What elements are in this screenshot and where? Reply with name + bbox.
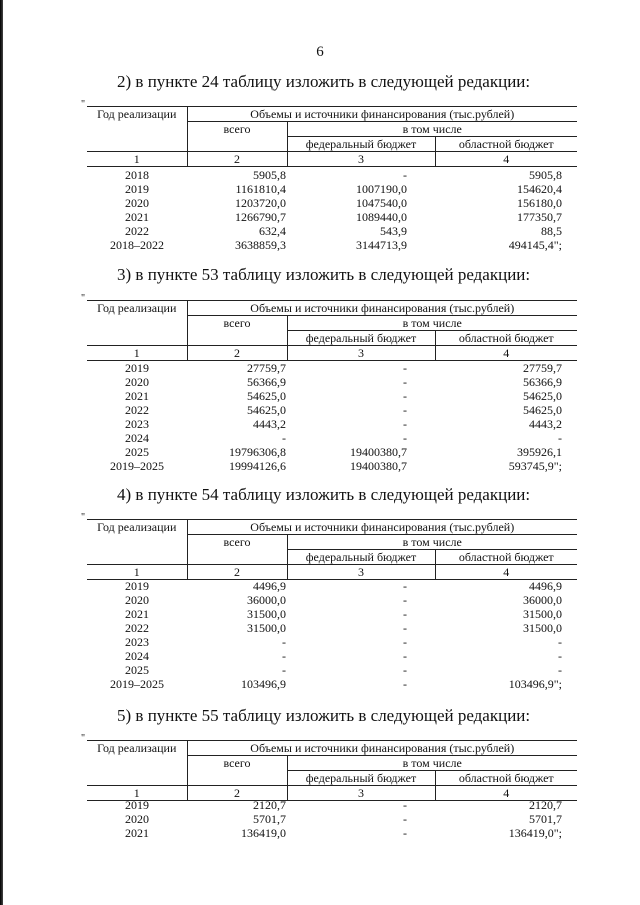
header-total: всего xyxy=(187,316,287,346)
table-row xyxy=(87,812,577,826)
header-including: в том числе xyxy=(287,122,577,137)
cell-year: 2020 xyxy=(125,812,149,826)
section-heading: 4) в пункте 54 таблицу изложить в следующей редакции: xyxy=(117,485,531,504)
opening-quote: " xyxy=(81,512,86,523)
header-num-3: 3 xyxy=(287,565,435,580)
cell-federal: - xyxy=(403,375,407,389)
cell-federal: 1007190,0 xyxy=(356,182,407,196)
cell-year: 2019–2025 xyxy=(110,677,164,691)
cell-regional: 2120,7 xyxy=(529,798,562,812)
cell-year: 2023 xyxy=(125,635,149,649)
table-row xyxy=(87,459,577,473)
cell-regional: 177350,7 xyxy=(517,210,562,224)
header-total: всего xyxy=(187,756,287,786)
cell-total: 56366,9 xyxy=(247,375,286,389)
header-year: Год реализации xyxy=(87,301,187,346)
cell-federal: - xyxy=(403,635,407,649)
header-including: в том числе xyxy=(287,756,577,771)
table-row xyxy=(87,621,577,635)
header-num-2: 2 xyxy=(187,152,287,167)
header-num-1: 1 xyxy=(87,786,187,801)
cell-total: 54625,0 xyxy=(247,389,286,403)
cell-federal: - xyxy=(403,361,407,375)
cell-total: 5905,8 xyxy=(253,168,286,182)
table-row xyxy=(87,607,577,621)
cell-regional: 27759,7 xyxy=(523,361,562,375)
cell-federal: - xyxy=(403,826,407,840)
header-num-3: 3 xyxy=(287,152,435,167)
header-num-4: 4 xyxy=(435,565,577,580)
cell-regional: 395926,1 xyxy=(517,445,562,459)
header-total: всего xyxy=(187,122,287,152)
cell-year: 2023 xyxy=(125,417,149,431)
cell-total: 54625,0 xyxy=(247,403,286,417)
table-row xyxy=(87,361,577,375)
table-row xyxy=(87,196,577,210)
cell-regional: 36000,0 xyxy=(523,593,562,607)
header-total: всего xyxy=(187,535,287,565)
cell-federal: - xyxy=(403,593,407,607)
header-volumes: Объемы и источники финансирования (тыс.рублей) xyxy=(187,107,577,122)
cell-federal: - xyxy=(403,812,407,826)
cell-federal: - xyxy=(403,663,407,677)
cell-regional: 136419,0"; xyxy=(508,826,562,840)
section-heading: 2) в пункте 24 таблицу изложить в следующей редакции: xyxy=(117,72,531,91)
table-body xyxy=(87,361,577,473)
cell-regional: 4443,2 xyxy=(529,417,562,431)
cell-year: 2020 xyxy=(125,375,149,389)
cell-year: 2018 xyxy=(125,168,149,182)
header-year: Год реализации xyxy=(87,520,187,565)
table-row xyxy=(87,826,577,840)
table-body xyxy=(87,798,577,840)
cell-year: 2019 xyxy=(125,798,149,812)
cell-regional: 103496,9"; xyxy=(508,677,562,691)
cell-federal: - xyxy=(403,168,407,182)
table-body xyxy=(87,168,577,252)
cell-federal: - xyxy=(403,677,407,691)
cell-year: 2018–2022 xyxy=(110,238,164,252)
table-header xyxy=(87,740,577,801)
cell-federal: - xyxy=(403,607,407,621)
table-row xyxy=(87,445,577,459)
section-heading: 3) в пункте 53 таблицу изложить в следующей редакции: xyxy=(117,265,531,284)
table-body xyxy=(87,579,577,691)
cell-year: 2025 xyxy=(125,663,149,677)
cell-regional: 494145,4"; xyxy=(508,238,562,252)
cell-regional: - xyxy=(558,431,562,445)
header-num-4: 4 xyxy=(435,786,577,801)
cell-federal: - xyxy=(403,417,407,431)
cell-federal: 19400380,7 xyxy=(350,459,407,473)
table-row xyxy=(87,238,577,252)
cell-federal: - xyxy=(403,579,407,593)
cell-total: 632,4 xyxy=(259,224,286,238)
cell-total: - xyxy=(282,431,286,445)
cell-total: 1161810,4 xyxy=(235,182,286,196)
table-row xyxy=(87,224,577,238)
cell-total: 31500,0 xyxy=(247,607,286,621)
cell-total: 36000,0 xyxy=(247,593,286,607)
cell-federal: 543,9 xyxy=(380,224,407,238)
cell-federal: - xyxy=(403,649,407,663)
table-row xyxy=(87,593,577,607)
cell-year: 2021 xyxy=(125,389,149,403)
cell-year: 2021 xyxy=(125,826,149,840)
cell-federal: - xyxy=(403,798,407,812)
header-volumes: Объемы и источники финансирования (тыс.рублей) xyxy=(187,520,577,535)
table-row xyxy=(87,635,577,649)
header-regional: областной бюджет xyxy=(435,550,577,565)
header-num-2: 2 xyxy=(187,346,287,361)
cell-year: 2019 xyxy=(125,579,149,593)
cell-total: 103496,9 xyxy=(241,677,286,691)
cell-regional: 54625,0 xyxy=(523,403,562,417)
opening-quote: " xyxy=(81,99,86,110)
cell-federal: 1089440,0 xyxy=(356,210,407,224)
cell-federal: - xyxy=(403,431,407,445)
cell-regional: 56366,9 xyxy=(523,375,562,389)
opening-quote: " xyxy=(81,293,86,304)
header-num-4: 4 xyxy=(435,152,577,167)
table-row xyxy=(87,663,577,677)
header-federal: федеральный бюджет xyxy=(287,137,435,152)
header-federal: федеральный бюджет xyxy=(287,331,435,346)
header-including: в том числе xyxy=(287,535,577,550)
cell-total: 2120,7 xyxy=(253,798,286,812)
header-regional: областной бюджет xyxy=(435,331,577,346)
header-num-4: 4 xyxy=(435,346,577,361)
table-header xyxy=(87,106,577,167)
header-num-1: 1 xyxy=(87,346,187,361)
header-regional: областной бюджет xyxy=(435,137,577,152)
cell-total: 1266790,7 xyxy=(235,210,286,224)
cell-federal: - xyxy=(403,403,407,417)
header-federal: федеральный бюджет xyxy=(287,771,435,786)
cell-year: 2019 xyxy=(125,361,149,375)
header-num-2: 2 xyxy=(187,786,287,801)
cell-total: - xyxy=(282,635,286,649)
table-row xyxy=(87,798,577,812)
header-regional: областной бюджет xyxy=(435,771,577,786)
cell-regional: 31500,0 xyxy=(523,607,562,621)
header-federal: федеральный бюджет xyxy=(287,550,435,565)
cell-year: 2022 xyxy=(125,224,149,238)
scan-edge xyxy=(0,0,3,905)
header-num-3: 3 xyxy=(287,786,435,801)
cell-federal: - xyxy=(403,389,407,403)
cell-total: - xyxy=(282,663,286,677)
cell-regional: 54625,0 xyxy=(523,389,562,403)
cell-total: 3638859,3 xyxy=(235,238,286,252)
cell-total: 31500,0 xyxy=(247,621,286,635)
page-number: 6 xyxy=(316,44,324,60)
cell-year: 2020 xyxy=(125,196,149,210)
cell-regional: 88,5 xyxy=(541,224,562,238)
table-row xyxy=(87,182,577,196)
table-row xyxy=(87,403,577,417)
cell-regional: 156180,0 xyxy=(517,196,562,210)
table-row xyxy=(87,417,577,431)
cell-regional: 4496,9 xyxy=(529,579,562,593)
cell-year: 2025 xyxy=(125,445,149,459)
cell-regional: 154620,4 xyxy=(517,182,562,196)
cell-total: 5701,7 xyxy=(253,812,286,826)
table-row xyxy=(87,168,577,182)
cell-total: 27759,7 xyxy=(247,361,286,375)
cell-regional: - xyxy=(558,649,562,663)
cell-total: 4443,2 xyxy=(253,417,286,431)
header-year: Год реализации xyxy=(87,107,187,152)
cell-year: 2020 xyxy=(125,593,149,607)
cell-year: 2019 xyxy=(125,182,149,196)
cell-year: 2022 xyxy=(125,403,149,417)
table-row xyxy=(87,389,577,403)
cell-regional: 5701,7 xyxy=(529,812,562,826)
table-row xyxy=(87,579,577,593)
cell-total: 136419,0 xyxy=(241,826,286,840)
cell-regional: - xyxy=(558,663,562,677)
cell-year: 2024 xyxy=(125,649,149,663)
table-row xyxy=(87,375,577,389)
cell-total: 19994126,6 xyxy=(229,459,286,473)
cell-year: 2019–2025 xyxy=(110,459,164,473)
cell-regional: 31500,0 xyxy=(523,621,562,635)
header-num-1: 1 xyxy=(87,565,187,580)
header-including: в том числе xyxy=(287,316,577,331)
cell-year: 2021 xyxy=(125,210,149,224)
cell-regional: - xyxy=(558,635,562,649)
cell-total: - xyxy=(282,649,286,663)
header-num-1: 1 xyxy=(87,152,187,167)
table-row xyxy=(87,431,577,445)
header-year: Год реализации xyxy=(87,741,187,786)
cell-total: 19796306,8 xyxy=(229,445,286,459)
cell-regional: 593745,9"; xyxy=(508,459,562,473)
cell-year: 2022 xyxy=(125,621,149,635)
table-row xyxy=(87,210,577,224)
cell-year: 2021 xyxy=(125,607,149,621)
header-num-2: 2 xyxy=(187,565,287,580)
cell-total: 4496,9 xyxy=(253,579,286,593)
cell-federal: - xyxy=(403,621,407,635)
cell-year: 2024 xyxy=(125,431,149,445)
table-row xyxy=(87,677,577,691)
cell-federal: 3144713,9 xyxy=(356,238,407,252)
cell-total: 1203720,0 xyxy=(235,196,286,210)
header-num-3: 3 xyxy=(287,346,435,361)
opening-quote: " xyxy=(81,733,86,744)
header-volumes: Объемы и источники финансирования (тыс.рублей) xyxy=(187,301,577,316)
table-header xyxy=(87,519,577,580)
cell-federal: 19400380,7 xyxy=(350,445,407,459)
cell-federal: 1047540,0 xyxy=(356,196,407,210)
cell-regional: 5905,8 xyxy=(529,168,562,182)
table-row xyxy=(87,649,577,663)
section-heading: 5) в пункте 55 таблицу изложить в следующей редакции: xyxy=(117,706,531,725)
header-volumes: Объемы и источники финансирования (тыс.рублей) xyxy=(187,741,577,756)
table-header xyxy=(87,300,577,361)
